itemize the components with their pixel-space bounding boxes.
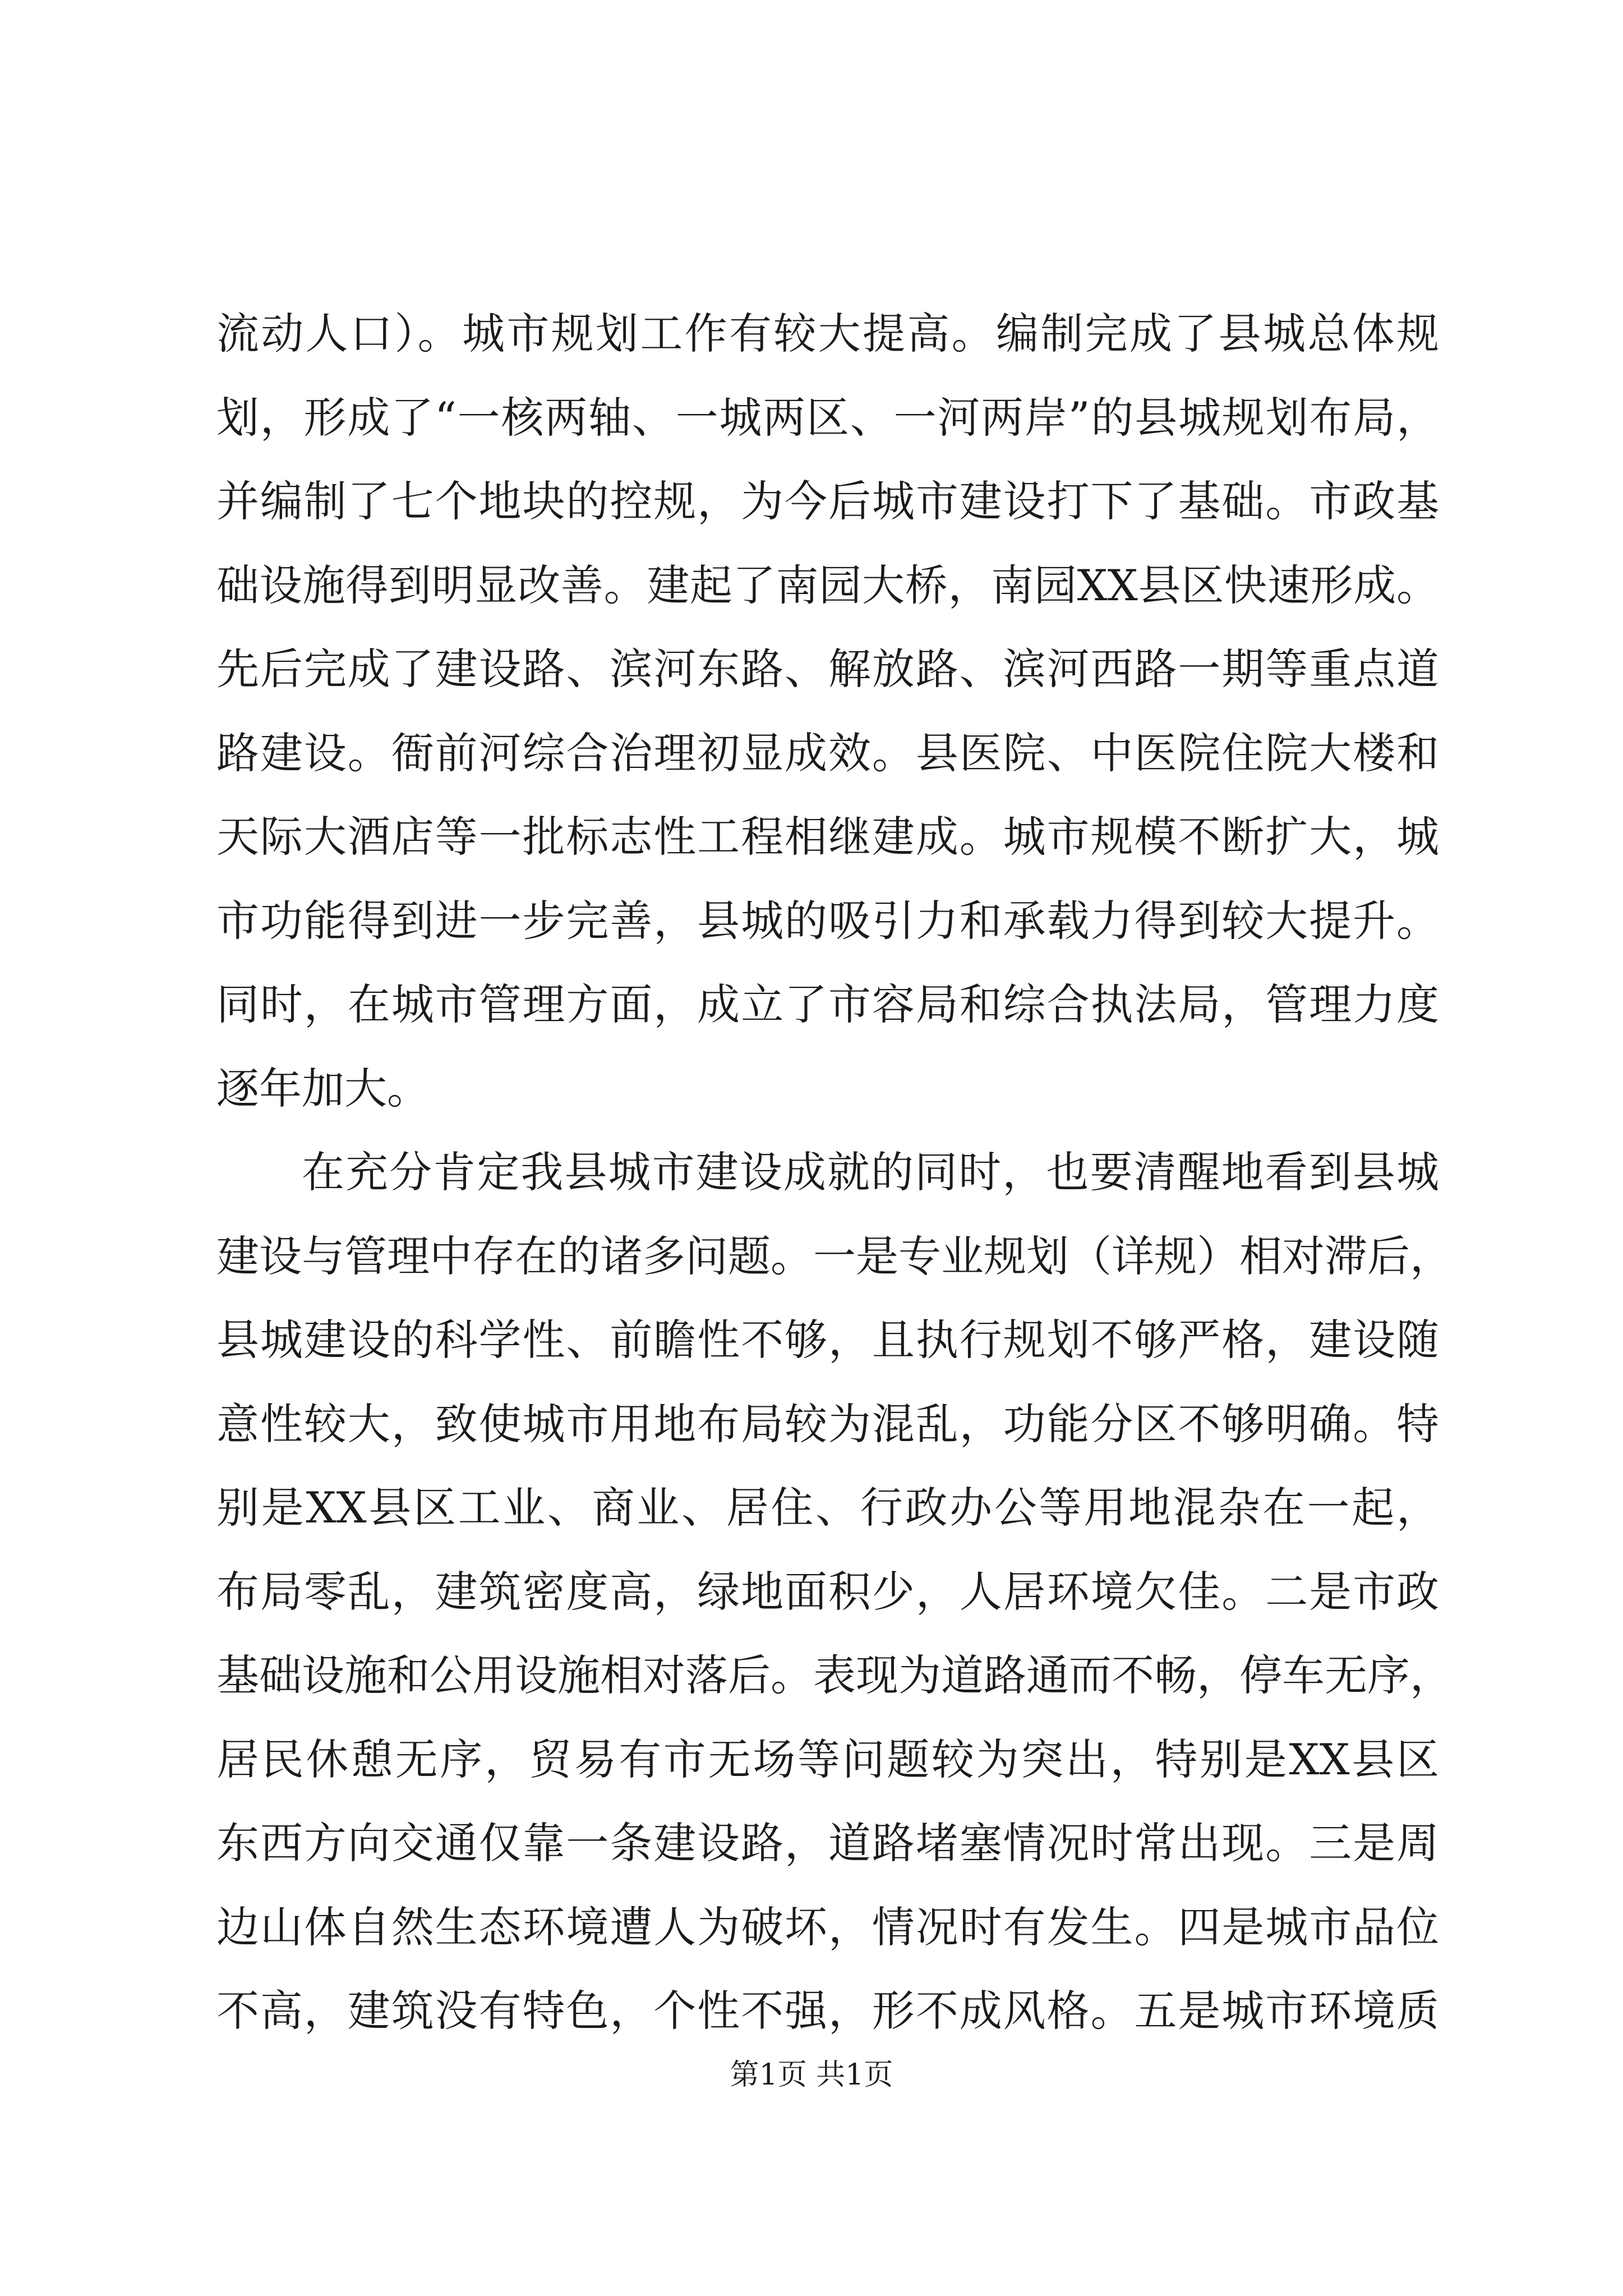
text-line: 布局零乱，建筑密度高，绿地面积少，人居环境欠佳。二是市政	[216, 1566, 1439, 1617]
text-line: 划，形成了“一核两轴、一城两区、一河两岸”的县城规划布局，	[216, 392, 1439, 443]
text-line: 居民休憩无序，贸易有市无场等问题较为突出，特别是XX县区	[216, 1734, 1439, 1784]
text-line: 意性较大，致使城市用地布局较为混乱，功能分区不够明确。特	[216, 1398, 1439, 1449]
text-line: 础设施得到明显改善。建起了南园大桥，南园XX县区快速形成。	[216, 560, 1439, 610]
text-line: 市功能得到进一步完善，县城的吸引力和承载力得到较大提升。	[216, 895, 1439, 946]
text-line: 东西方向交通仅靠一条建设路，道路堵塞情况时常出现。三是周	[216, 1818, 1439, 1868]
body-text	[216, 292, 1453, 2053]
paragraph-2	[216, 1130, 1453, 2053]
text-line: 先后完成了建设路、滨河东路、解放路、滨河西路一期等重点道	[216, 644, 1439, 694]
text-line: 不高，建筑没有特色，个性不强，形不成风格。五是城市环境质	[216, 1986, 1439, 2036]
text-line: 别是XX县区工业、商业、居住、行政办公等用地混杂在一起，	[216, 1483, 1439, 1533]
text-line: 逐年加大。	[216, 1063, 430, 1114]
page-number: 第1页 共1页	[730, 2058, 893, 2092]
text-line: 县城建设的科学性、前瞻性不够，且执行规划不够严格，建设随	[216, 1315, 1439, 1365]
paragraph-1	[216, 292, 1439, 1130]
text-line: 边山体自然生态环境遭人为破坏，情况时有发生。四是城市品位	[216, 1902, 1439, 1952]
text-line: 基础设施和公用设施相对落后。表现为道路通而不畅，停车无序，	[216, 1650, 1453, 1700]
text-line: 路建设。衙前河综合治理初显成效。县医院、中医院住院大楼和	[216, 728, 1439, 778]
text-line: 天际大酒店等一批标志性工程相继建成。城市规模不断扩大，城	[216, 812, 1439, 862]
text-line: 同时，在城市管理方面，成立了市容局和综合执法局，管理力度	[216, 979, 1439, 1029]
text-line: 在充分肯定我县城市建设成就的同时，也要清醒地看到县城	[302, 1147, 1439, 1197]
text-line: 流动人口）。城市规划工作有较大提高。编制完成了县城总体规	[216, 309, 1439, 358]
text-line: 并编制了七个地块的控规，为今后城市建设打下了基础。市政基	[216, 476, 1439, 526]
text-line: 建设与管理中存在的诸多问题。一是专业规划（详规）相对滞后，	[216, 1231, 1453, 1281]
page-footer	[0, 2055, 1623, 2095]
